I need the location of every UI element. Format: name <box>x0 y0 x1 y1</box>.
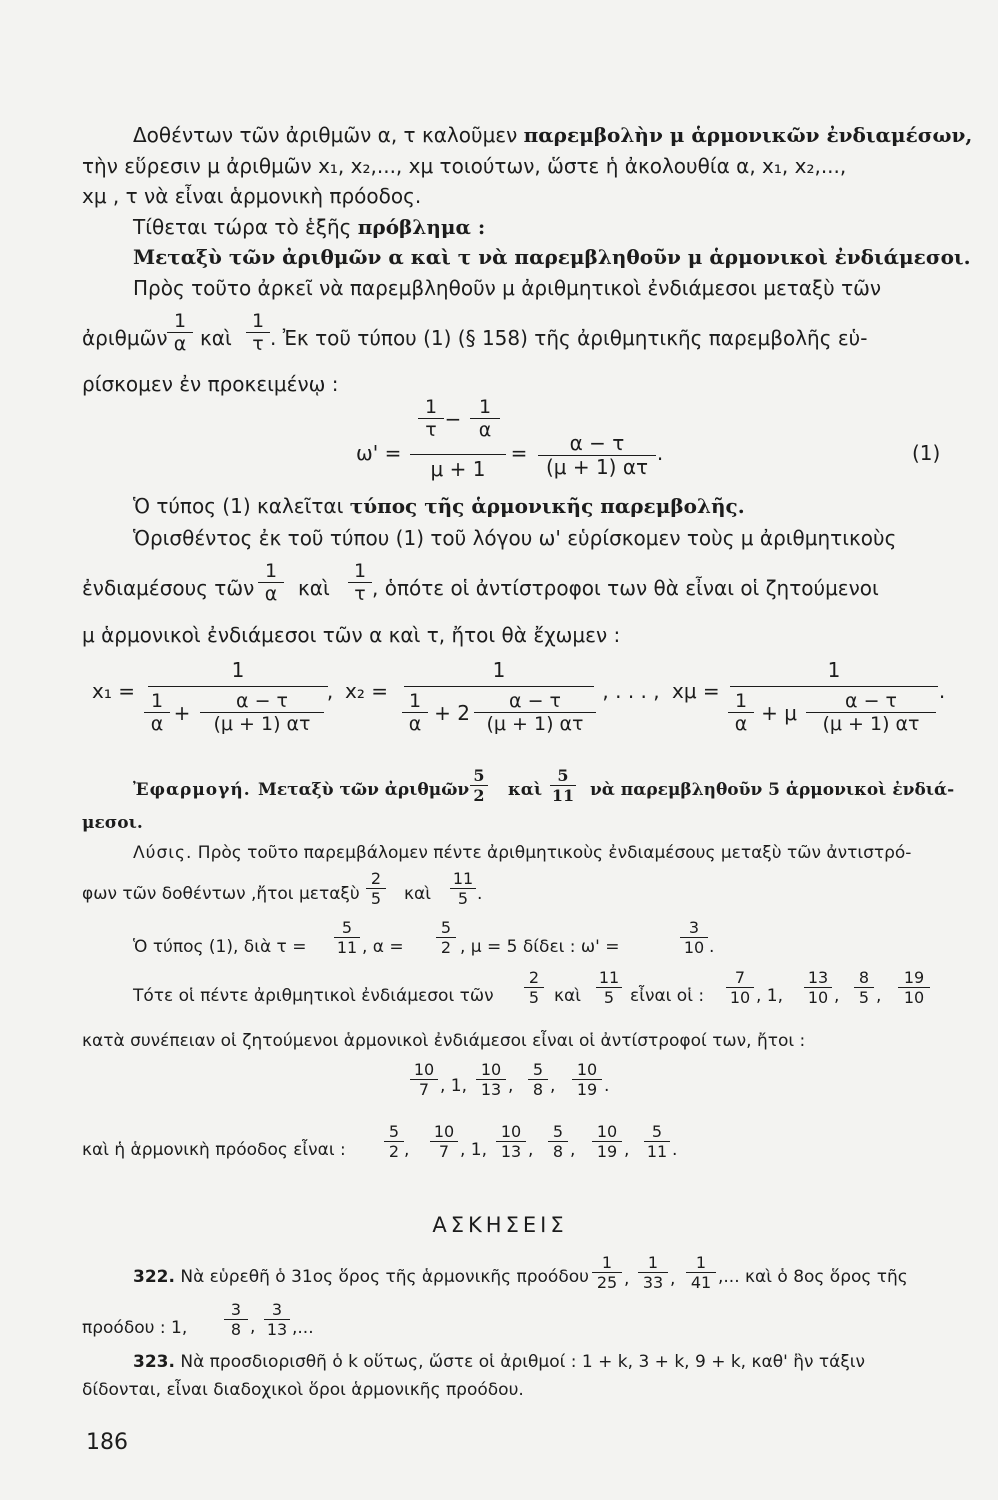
text-line: Μεταξὺ τῶν ἀριθμῶν <box>258 780 470 800</box>
text-line: καὶ ἡ ἁρμονικὴ πρόοδος εἶναι : <box>82 1140 346 1160</box>
text: Δοθέντων τῶν ἀριθμῶν α, τ καλοῦμεν <box>133 123 524 147</box>
comma: , <box>570 1140 576 1160</box>
fraction-5-2: 5 2 <box>470 766 488 805</box>
exercise-323 <box>133 1350 865 1374</box>
period: . <box>938 679 946 703</box>
text: Νὰ εὑρεθῆ ὁ 31ος ὅρος τῆς ἁρμονικῆς προόδου <box>180 1267 589 1287</box>
text-line <box>133 214 485 240</box>
text-line: μ ἁρμονικοὶ ἐνδιάμεσοι τῶν α καὶ τ, ἤτοι θὰ ἔχωμεν : <box>82 623 621 647</box>
text: Νὰ προσδιορισθῆ ὁ k οὕτως, ὥστε οἱ ἀριθμοί : 1 + k, 3 + k, 9 + k, καθ' ἣν τάξιν <box>180 1352 866 1372</box>
bold-term: παρεμβολὴν μ ἁρμονικῶν ἐνδιαμέσων, <box>523 123 973 147</box>
period: . <box>672 1140 678 1160</box>
plus-two: + 2 <box>434 701 470 725</box>
exercise-number: 322. <box>133 1267 175 1287</box>
text-line <box>133 493 745 519</box>
text-line: Ὁ τύπος (1), διὰ τ = <box>133 937 307 957</box>
plus-sign: + <box>173 701 191 725</box>
period: . <box>656 441 664 465</box>
omega-label: ω' = <box>356 441 402 465</box>
equals-sign: = <box>510 441 528 465</box>
fraction-1-tau: 1 τ <box>418 396 444 441</box>
fraction-1-alpha: 1 α <box>258 560 284 605</box>
xm-label: xμ = <box>672 679 720 703</box>
text-line: καὶ <box>404 884 431 904</box>
term-one: , 1, <box>460 1140 488 1160</box>
example-heading: Ἐφαρμογή. <box>133 780 251 800</box>
text-line: δίδονται, εἶναι διαδοχικοὶ ὅροι ἁρμονικῆς προόδου. <box>82 1380 524 1400</box>
fraction-5-8: 5 8 <box>528 1060 548 1099</box>
comma: , <box>508 1076 514 1096</box>
fraction-10-7: 10 7 <box>410 1060 438 1099</box>
text-line: Τότε οἱ πέντε ἀριθμητικοὶ ἐνδιάμεσοι τῶν <box>133 986 494 1006</box>
fraction-8-5: 8 5 <box>854 968 874 1007</box>
comma: , <box>528 1140 534 1160</box>
fraction-1-33: 1 33 <box>638 1253 668 1292</box>
fraction-1-alpha: 1 α <box>167 310 193 355</box>
fraction-result: α − τ (μ + 1) ατ <box>200 690 324 735</box>
fraction-2-5: 2 5 <box>366 869 386 908</box>
comma: , <box>624 1269 630 1289</box>
numerator-one: 1 <box>231 658 245 682</box>
fraction-result: α − τ (μ + 1) ατ <box>806 690 936 735</box>
exercise-number: 323. <box>133 1352 175 1372</box>
text: Πρὸς τοῦτο παρεμβάλομεν πέντε ἀριθμητικοὺς ἐνδιαμέσους μεταξὺ τῶν ἀντιστρό- <box>197 843 912 863</box>
text-line: προόδου : 1, <box>82 1318 188 1338</box>
comma: , <box>404 1140 410 1160</box>
text-line: ρίσκομεν ἐν προκειμένῳ : <box>82 372 339 396</box>
section-title: ΑΣΚΗΣΕΙΣ <box>432 1213 568 1237</box>
fraction-1-41: 1 41 <box>686 1253 716 1292</box>
text-line: καὶ <box>298 576 330 600</box>
text: Τίθεται τώρα τὸ ἑξῆς <box>133 215 358 239</box>
fraction-10-13: 10 13 <box>476 1060 506 1099</box>
fraction-5-2: 5 2 <box>384 1122 404 1161</box>
fraction-5-2: 5 2 <box>436 918 456 957</box>
fraction-5-11: 5 11 <box>644 1122 670 1161</box>
minus-sign: − <box>444 407 462 431</box>
fraction-3-8: 3 8 <box>224 1300 248 1339</box>
fraction-2-5: 2 5 <box>524 968 544 1007</box>
comma: , <box>670 1269 676 1289</box>
numerator-one: 1 <box>492 658 506 682</box>
ellipsis: , . . . , <box>602 679 660 703</box>
text-line: , ὁπότε οἱ ἀντίστροφοι των θὰ εἶναι οἱ ζητούμενοι <box>372 576 879 600</box>
text-line: . Ἐκ τοῦ τύπου (1) (§ 158) τῆς ἀριθμητικῆς παρεμβολῆς εὑ- <box>270 326 868 350</box>
comma: , <box>550 1076 556 1096</box>
period: . <box>709 937 715 957</box>
x1-label: x₁ = <box>92 679 135 703</box>
comma: , <box>624 1140 630 1160</box>
exercise-322 <box>133 1265 589 1289</box>
fraction-1-alpha: 1 α <box>144 690 170 735</box>
text-line <box>133 842 911 864</box>
comma: , <box>250 1317 256 1337</box>
x2-label: x₂ = <box>345 679 388 703</box>
formula-denominator: μ + 1 <box>430 457 486 481</box>
fraction-5-8: 5 8 <box>548 1122 568 1161</box>
fraction-19-10: 19 10 <box>898 968 930 1007</box>
fraction-3-10: 3 10 <box>680 918 708 957</box>
text-line: κατὰ συνέπειαν οἱ ζητούμενοι ἁρμονικοὶ ἐνδιάμεσοι εἶναι οἱ ἀντίστροφοί των, ἤτοι : <box>82 1031 806 1051</box>
bold-term: τύπος τῆς ἁρμονικῆς παρεμβολῆς. <box>349 494 745 518</box>
fraction-10-19: 10 19 <box>592 1122 622 1161</box>
text-line: Πρὸς τοῦτο ἀρκεῖ νὰ παρεμβληθοῦν μ ἀριθμητικοὶ ἐνδιάμεσοι μεταξὺ τῶν <box>133 276 882 300</box>
fraction-10-13: 10 13 <box>496 1122 526 1161</box>
plus-mu: + μ <box>761 701 797 725</box>
text-line: , μ = 5 δίδει : ω' = <box>460 937 620 957</box>
text-line: , α = <box>362 937 404 957</box>
comma: , <box>834 986 840 1006</box>
numerator-one: 1 <box>827 658 841 682</box>
text: Ὁ τύπος (1) καλεῖται <box>133 494 350 518</box>
bold-term: πρόβλημα : <box>357 215 486 239</box>
problem-statement: Μεταξὺ τῶν ἀριθμῶν α καὶ τ νὰ παρεμβληθοῦν μ ἁρμονικοὶ ἐνδιάμεσοι. <box>133 245 971 269</box>
text-line: τὴν εὕρεσιν μ ἀριθμῶν x₁, x₂,..., xμ τοιούτων, ὥστε ἡ ἀκολουθία α, x₁, x₂,..., <box>82 154 847 178</box>
fraction-bar <box>404 686 594 687</box>
fraction-13-10: 13 10 <box>804 968 832 1007</box>
text-line: καὶ <box>554 986 581 1006</box>
fraction-3-13: 3 13 <box>264 1300 290 1339</box>
text-line: καὶ <box>508 780 543 800</box>
fraction-5-11: 5 11 <box>551 766 575 805</box>
fraction-10-7: 10 7 <box>430 1122 458 1161</box>
fraction-11-5: 11 5 <box>596 968 622 1007</box>
period: . <box>604 1076 610 1096</box>
text-line: xμ , τ νὰ εἶναι ἁρμονικὴ πρόοδος. <box>82 184 422 208</box>
fraction-10-19: 10 19 <box>572 1060 602 1099</box>
text-line: καὶ <box>200 326 232 350</box>
fraction-result: α − τ (μ + 1) ατ <box>538 432 656 479</box>
fraction-11-5: 11 5 <box>450 869 476 908</box>
page-number: 186 <box>86 1430 128 1455</box>
text-line: εἶναι οἱ : <box>630 986 705 1006</box>
fraction-1-alpha: 1 α <box>470 396 500 441</box>
text-line: ἐνδιαμέσους τῶν <box>82 576 255 600</box>
fraction-1-alpha: 1 α <box>402 690 428 735</box>
fraction-bar <box>730 686 938 687</box>
text-line: ,... καὶ ὁ 8ος ὅρος τῆς <box>718 1267 908 1287</box>
fraction-bar <box>410 454 506 455</box>
text-line: μεσοι. <box>82 813 143 833</box>
term-one: , 1, <box>440 1076 468 1096</box>
text-line: ,... <box>292 1318 314 1338</box>
period: . <box>477 884 483 904</box>
text-line: φων τῶν δοθέντων ,ἤτοι μεταξὺ <box>82 884 360 904</box>
text-line: νὰ παρεμβληθοῦν 5 ἁρμονικοὶ ἐνδιά- <box>590 780 955 800</box>
fraction-5-11: 5 11 <box>334 918 360 957</box>
comma: , <box>326 679 334 703</box>
fraction-1-tau: 1 τ <box>246 310 270 355</box>
fraction-result: α − τ (μ + 1) ατ <box>474 690 596 735</box>
comma: , <box>876 986 882 1006</box>
fraction-1-alpha: 1 α <box>728 690 754 735</box>
fraction-bar <box>148 686 328 687</box>
text-line: Ὁρισθέντος ἐκ τοῦ τύπου (1) τοῦ λόγου ω' εὑρίσκομεν τοὺς μ ἀριθμητικοὺς <box>133 526 897 550</box>
text-line <box>133 122 972 148</box>
fraction-7-10: 7 10 <box>726 968 754 1007</box>
term-one: , 1, <box>756 986 784 1006</box>
fraction-1-tau: 1 τ <box>348 560 372 605</box>
solution-heading: Λύσις. <box>133 843 193 863</box>
text-line: ἀριθμῶν <box>82 326 168 350</box>
equation-label: (1) <box>912 441 941 465</box>
fraction-1-25: 1 25 <box>592 1253 622 1292</box>
